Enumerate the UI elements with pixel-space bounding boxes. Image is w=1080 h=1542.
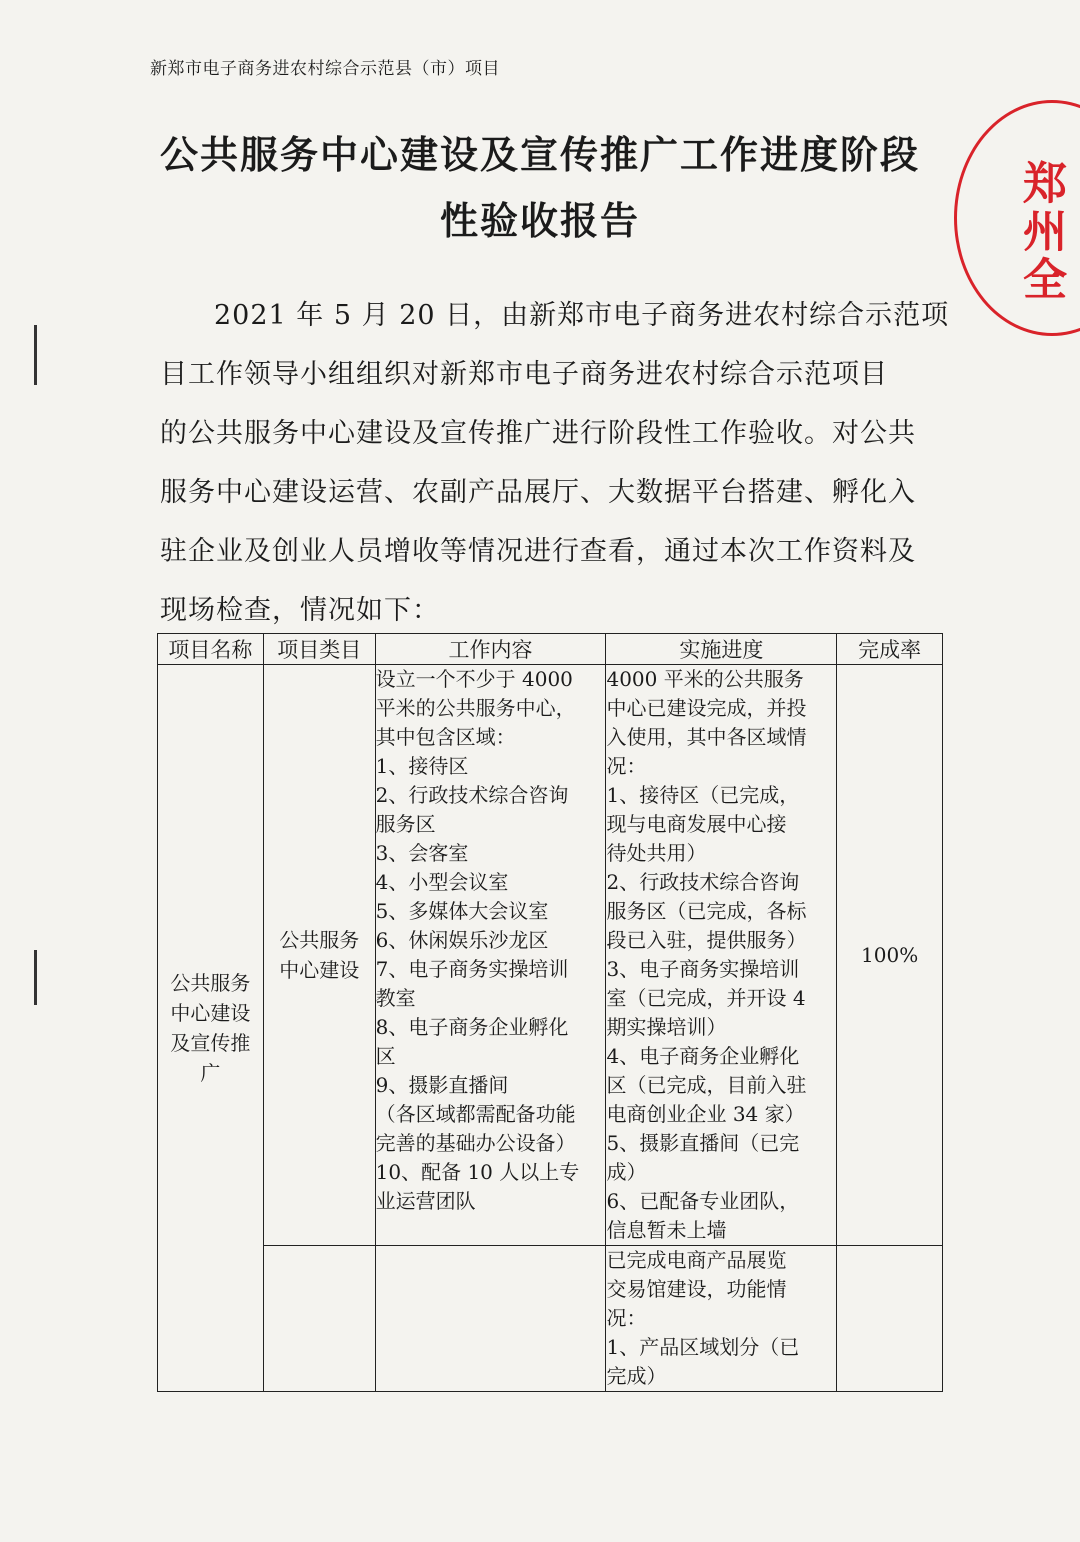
table-row xyxy=(158,665,943,1246)
acceptance-table xyxy=(157,633,943,1392)
project-category-cell xyxy=(263,1246,375,1392)
table-row xyxy=(158,1246,943,1392)
header-project-category: 项目类目 xyxy=(263,634,375,665)
binder-hole-mark xyxy=(34,325,37,385)
table-header-row xyxy=(158,634,943,665)
progress-cell: 已完成电商产品展览 交易馆建设，功能情 况： 1、产品区域划分（已 完成） xyxy=(606,1246,837,1392)
project-header: 新郑市电子商务进农村综合示范县（市）项目 xyxy=(150,59,500,79)
binder-hole-mark xyxy=(34,950,37,1005)
completion-rate-cell xyxy=(837,1246,943,1392)
work-content-cell: 设立一个不少于 4000 平米的公共服务中心， 其中包含区域： 1、接待区 2、行政技术综合咨询 服务区 3、会客室 4、小型会议室 5、多媒体大会议室 6、休闲娱乐沙龙区 7、电子商务实操培训 教室 8、电子商务企业孵化 区 9、摄影直播间 （各区域都需配备功能 完善的基础办公设备） 10、配备 10 人以上专 业运营团队 xyxy=(375,665,606,1246)
paragraph-line: 服务中心建设运营、农副产品展厅、大数据平台搭建、孵化入 xyxy=(160,477,916,508)
paragraph-line: 现场检查，情况如下： xyxy=(160,595,440,626)
report-title-line-1: 公共服务中心建设及宣传推广工作进度阶段 xyxy=(159,132,920,177)
header-work-content: 工作内容 xyxy=(375,634,606,665)
project-category-cell: 公共服务 中心建设 xyxy=(263,665,375,1246)
paragraph-line: 2021 年 5 月 20 日，由新郑市电子商务进农村综合示范项 xyxy=(214,300,950,331)
project-name-cell: 公共服务 中心建设 及宣传推 广 xyxy=(158,665,264,1392)
paragraph-line: 目工作领导小组组织对新郑市电子商务进农村综合示范项目 xyxy=(160,359,888,390)
intro-paragraph xyxy=(160,286,950,640)
progress-cell: 4000 平米的公共服务 中心已建设完成，并投 入使用，其中各区域情 况： 1、接待区（已完成， 现与电商发展中心接 待处共用） 2、行政技术综合咨询 服务区（已完成，各标 段已入驻，提供服务） 3、电子商务实操培训 室（已完成，并开设 4 期实操培训） 4、电子商务企业孵化 区（已完成，目前入驻 电商创业企业 34 家） 5、摄影直播间（已完 成） 6、已配备专业团队， 信息暂未上墙 xyxy=(606,665,837,1246)
header-project-name: 项目名称 xyxy=(158,634,264,665)
header-completion-rate: 完成率 xyxy=(837,634,943,665)
header-progress: 实施进度 xyxy=(606,634,837,665)
paragraph-line: 驻企业及创业人员增收等情况进行查看，通过本次工作资料及 xyxy=(160,536,916,567)
paragraph-line: 的公共服务中心建设及宣传推广进行阶段性工作验收。对公共 xyxy=(160,418,916,449)
completion-rate-cell: 100% xyxy=(837,665,943,1246)
official-seal-text: 郑州全 xyxy=(1015,160,1066,304)
work-content-cell xyxy=(375,1246,606,1392)
report-title-line-2: 性验收报告 xyxy=(439,198,640,243)
